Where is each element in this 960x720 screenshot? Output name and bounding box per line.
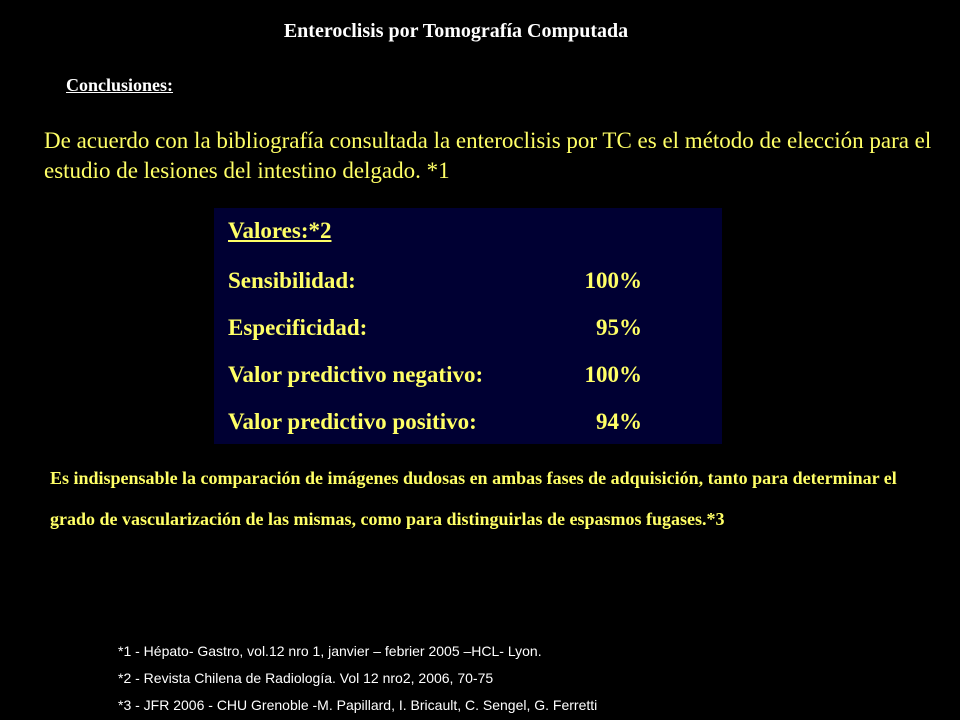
reference-item: *2 - Revista Chilena de Radiología. Vol 12 nro2, 2006, 70-75	[118, 670, 494, 686]
stat-label: Sensibilidad:	[228, 268, 356, 293]
stat-row-sensibilidad	[228, 268, 642, 298]
stat-label: Valor predictivo negativo:	[228, 362, 484, 387]
reference-item: *3 - JFR 2006 - CHU Grenoble -M. Papillard, I. Bricault, C. Sengel, G. Ferretti	[118, 697, 598, 713]
stat-row-especificidad	[228, 315, 642, 345]
stat-value: 100%	[584, 268, 642, 293]
stats-box	[214, 208, 722, 444]
references	[118, 638, 938, 719]
stat-value: 94%	[596, 409, 642, 434]
stat-value: 100%	[584, 362, 642, 387]
stat-value: 95%	[596, 315, 642, 340]
intro-text: De acuerdo con la bibliografía consultada la enteroclisis por TC es el método de elección para el estudio de lesiones del intestino delgado. *1	[44, 128, 932, 183]
stat-label: Valor predictivo positivo:	[228, 409, 477, 434]
stat-label: Especificidad:	[228, 315, 368, 340]
stats-heading: Valores:*2	[228, 218, 332, 243]
stat-row-vpp	[228, 409, 642, 439]
reference-item: *1 - Hépato- Gastro, vol.12 nro 1, janvier – febrier 2005 –HCL- Lyon.	[118, 643, 542, 659]
section-heading: Conclusiones:	[66, 75, 174, 95]
conclusion-paragraph: Es indispensable la comparación de imágenes dudosas en ambas fases de adquisición, tanto para determinar el grado de vascularización de las mismas, como para distinguirlas de espasmos fugases.*3	[50, 468, 897, 529]
slide-title: Enteroclisis por Tomografía Computada	[283, 20, 629, 42]
stat-row-vpn	[228, 362, 642, 392]
